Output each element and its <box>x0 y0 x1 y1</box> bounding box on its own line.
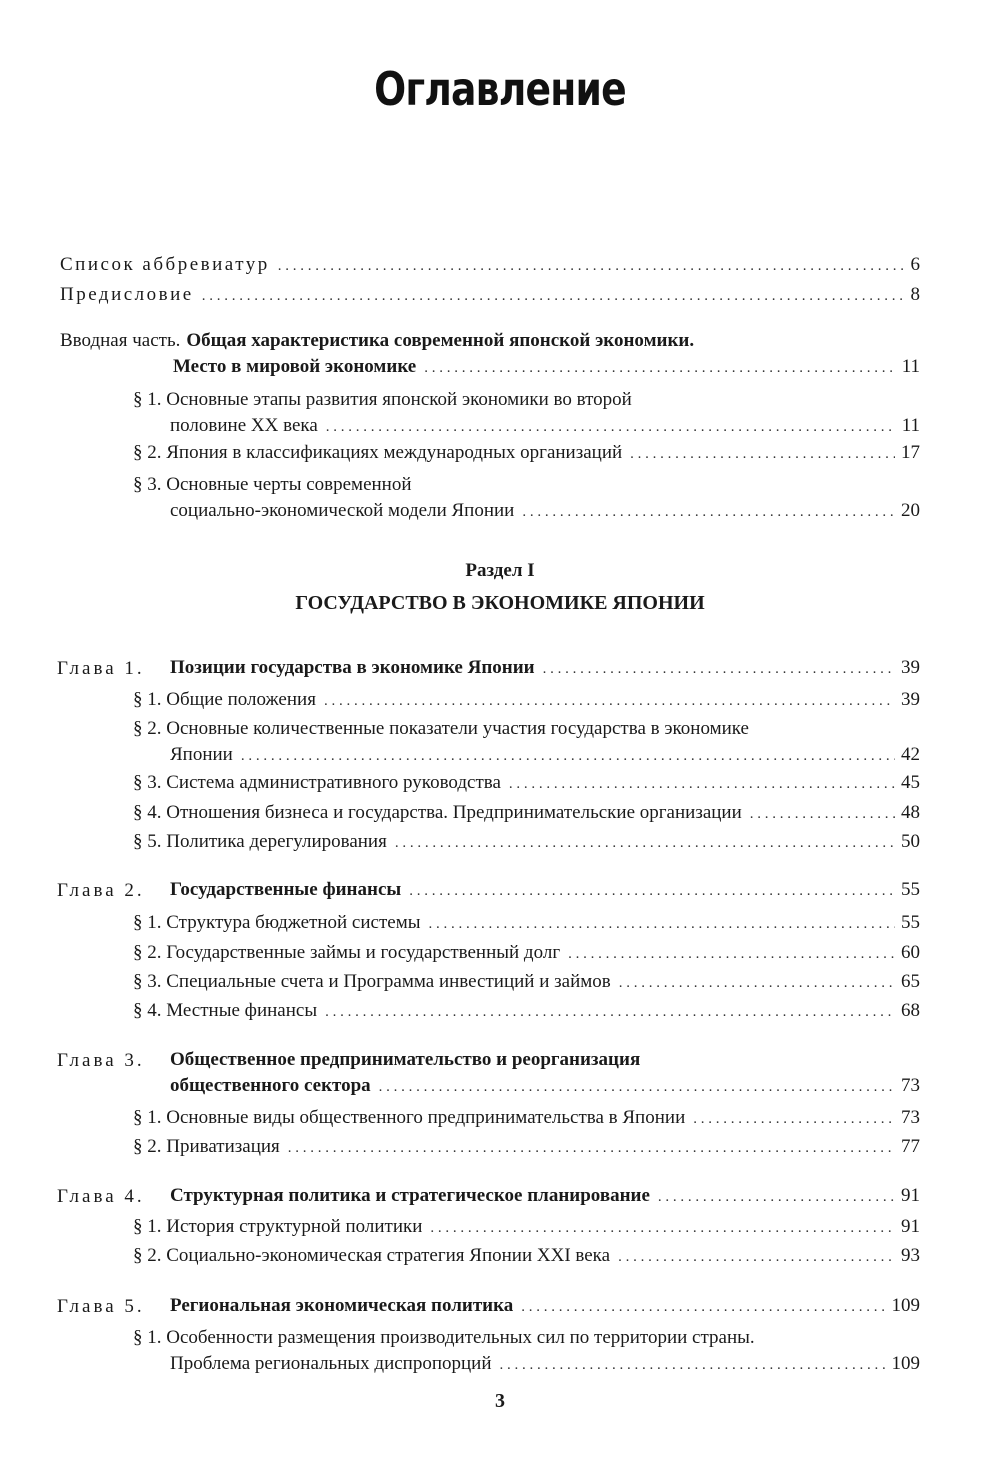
chapter-title: Региональная экономическая политика <box>170 1295 514 1316</box>
toc-paragraph-1-1[interactable] <box>133 687 920 714</box>
toc-paragraph-3-1[interactable] <box>133 1105 920 1132</box>
toc-paragraph-1-2[interactable] <box>133 716 920 769</box>
leader-dots <box>395 830 895 856</box>
page-number: 3 <box>495 1390 505 1412</box>
toc-page-number: 73 <box>901 1075 920 1096</box>
toc-page-number: 109 <box>891 1353 920 1374</box>
toc-page-number: 39 <box>901 689 920 710</box>
paragraph-title-line1: § 2. Государственные займы и государственный долг <box>133 942 561 963</box>
paragraph-title-line2: половине XX века <box>170 415 318 436</box>
section-label: Раздел I <box>465 560 535 581</box>
toc-page-number: 8 <box>910 284 920 305</box>
chapter-label: Глава 2. <box>57 880 145 901</box>
toc-chapter-5[interactable] <box>170 1293 920 1320</box>
leader-dots <box>630 441 895 467</box>
toc-paragraph-intro-1[interactable] <box>133 387 920 440</box>
leader-dots <box>509 771 895 797</box>
toc-paragraph-2-1[interactable] <box>133 910 920 937</box>
leader-dots <box>693 1106 895 1132</box>
leader-dots <box>325 999 895 1025</box>
page-title: Оглавление <box>374 62 626 116</box>
leader-dots <box>379 1074 895 1100</box>
toc-page-number: 39 <box>901 657 920 678</box>
intro-prefix: Вводная часть. <box>60 330 181 351</box>
leader-dots <box>429 911 896 937</box>
chapter-label: Глава 4. <box>57 1186 145 1207</box>
toc-paragraph-2-4[interactable] <box>133 998 920 1025</box>
paragraph-title-line1: § 1. Особенности размещения производительных сил по территории страны. <box>133 1327 755 1348</box>
toc-paragraph-2-2[interactable] <box>133 940 920 967</box>
leader-dots <box>409 878 895 904</box>
paragraph-title-line1: § 2. Приватизация <box>133 1136 280 1157</box>
toc-page-number: 68 <box>901 1000 920 1021</box>
toc-entry-title: Список аббревиатур <box>60 254 270 275</box>
paragraph-title-line2: социально-экономической модели Японии <box>170 500 515 521</box>
chapter-label: Глава 5. <box>57 1296 145 1317</box>
paragraph-title-line1: § 3. Основные черты современной <box>133 474 412 495</box>
toc-page-number: 42 <box>901 744 920 765</box>
leader-dots <box>750 801 895 827</box>
chapter-title: общественного сектора <box>170 1075 371 1096</box>
toc-page-number: 60 <box>901 942 920 963</box>
leader-dots <box>543 656 895 682</box>
toc-page-number: 20 <box>901 500 920 521</box>
toc-paragraph-1-5[interactable] <box>133 829 920 856</box>
leader-dots <box>430 1215 895 1241</box>
chapter-title: Структурная политика и стратегическое планирование <box>170 1185 650 1206</box>
paragraph-title-line1: § 5. Политика дерегулирования <box>133 831 387 852</box>
toc-page-number: 91 <box>901 1185 920 1206</box>
toc-page-number: 50 <box>901 831 920 852</box>
toc-page-number: 77 <box>901 1136 920 1157</box>
paragraph-title-line2: Японии <box>170 744 233 765</box>
paragraph-title-line1: § 2. Социально-экономическая стратегия Японии XXI века <box>133 1245 611 1266</box>
toc-entry-abbreviations[interactable] <box>60 252 920 279</box>
toc-page-number: 11 <box>901 356 920 377</box>
paragraph-title-line1: § 2. Основные количественные показатели участия государства в экономике <box>133 718 749 739</box>
toc-entry-intro[interactable] <box>60 328 920 381</box>
toc-page-number: 48 <box>901 802 920 823</box>
paragraph-title-line1: § 3. Специальные счета и Программа инвестиций и займов <box>133 971 611 992</box>
leader-dots <box>278 253 905 279</box>
toc-paragraph-2-3[interactable] <box>133 969 920 996</box>
toc-chapter-3[interactable] <box>170 1047 920 1100</box>
toc-page-number: 17 <box>901 442 920 463</box>
toc-paragraph-intro-2[interactable] <box>133 440 920 467</box>
toc-page-number: 109 <box>891 1295 920 1316</box>
leader-dots <box>522 499 895 525</box>
paragraph-title-line1: § 1. Основные этапы развития японской экономики во второй <box>133 389 632 410</box>
intro-title-line2: Место в мировой экономике <box>173 356 417 377</box>
leader-dots <box>619 970 895 996</box>
chapter-title: Позиции государства в экономике Японии <box>170 657 535 678</box>
leader-dots <box>568 941 895 967</box>
leader-dots <box>500 1352 886 1378</box>
intro-title-line1: Общая характеристика современной японской экономики. <box>186 330 695 351</box>
toc-entry-title: Предисловие <box>60 284 194 305</box>
section-title: ГОСУДАРСТВО В ЭКОНОМИКЕ ЯПОНИИ <box>295 592 705 614</box>
paragraph-title-line2: Проблема региональных диспропорций <box>170 1353 492 1374</box>
toc-chapter-4[interactable] <box>170 1183 920 1210</box>
chapter-label: Глава 1. <box>57 658 145 679</box>
toc-page-number: 6 <box>910 254 920 275</box>
toc-paragraph-4-2[interactable] <box>133 1243 920 1270</box>
paragraph-title-line1: § 4. Местные финансы <box>133 1000 318 1021</box>
toc-paragraph-3-2[interactable] <box>133 1134 920 1161</box>
leader-dots <box>424 355 895 381</box>
paragraph-title-line1: § 3. Система административного руководства <box>133 772 501 793</box>
chapter-label: Глава 3. <box>57 1050 145 1071</box>
toc-chapter-1[interactable] <box>170 655 920 682</box>
toc-page-number: 65 <box>901 971 920 992</box>
leader-dots <box>521 1294 885 1320</box>
toc-paragraph-1-4[interactable] <box>133 800 920 827</box>
chapter-title: Государственные финансы <box>170 879 402 900</box>
paragraph-title-line1: § 1. История структурной политики <box>133 1216 423 1237</box>
toc-paragraph-1-3[interactable] <box>133 770 920 797</box>
leader-dots <box>658 1184 895 1210</box>
paragraph-title-line1: § 1. Структура бюджетной системы <box>133 912 421 933</box>
leader-dots <box>324 688 895 714</box>
toc-page-number: 91 <box>901 1216 920 1237</box>
paragraph-title-line1: § 1. Общие положения <box>133 689 316 710</box>
leader-dots <box>241 743 895 769</box>
toc-page-number: 45 <box>901 772 920 793</box>
toc-paragraph-5-1[interactable] <box>133 1325 920 1378</box>
paragraph-title-line1: § 2. Япония в классификациях международных организаций <box>133 442 623 463</box>
toc-entry-preface[interactable] <box>60 282 920 309</box>
toc-paragraph-intro-3[interactable] <box>133 472 920 525</box>
toc-paragraph-4-1[interactable] <box>133 1214 920 1241</box>
toc-chapter-2[interactable] <box>170 877 920 904</box>
leader-dots <box>618 1244 895 1270</box>
toc-page-number: 55 <box>901 912 920 933</box>
leader-dots <box>202 283 905 309</box>
toc-page-number: 93 <box>901 1245 920 1266</box>
toc-page-number: 55 <box>901 879 920 900</box>
leader-dots <box>326 414 896 440</box>
leader-dots <box>288 1135 895 1161</box>
toc-page-number: 11 <box>901 415 920 436</box>
paragraph-title-line1: § 1. Основные виды общественного предпринимательства в Японии <box>133 1107 686 1128</box>
chapter-title-line1: Общественное предпринимательство и реорганизация <box>170 1049 641 1070</box>
paragraph-title-line1: § 4. Отношения бизнеса и государства. Предпринимательские организации <box>133 802 742 823</box>
toc-page-number: 73 <box>901 1107 920 1128</box>
